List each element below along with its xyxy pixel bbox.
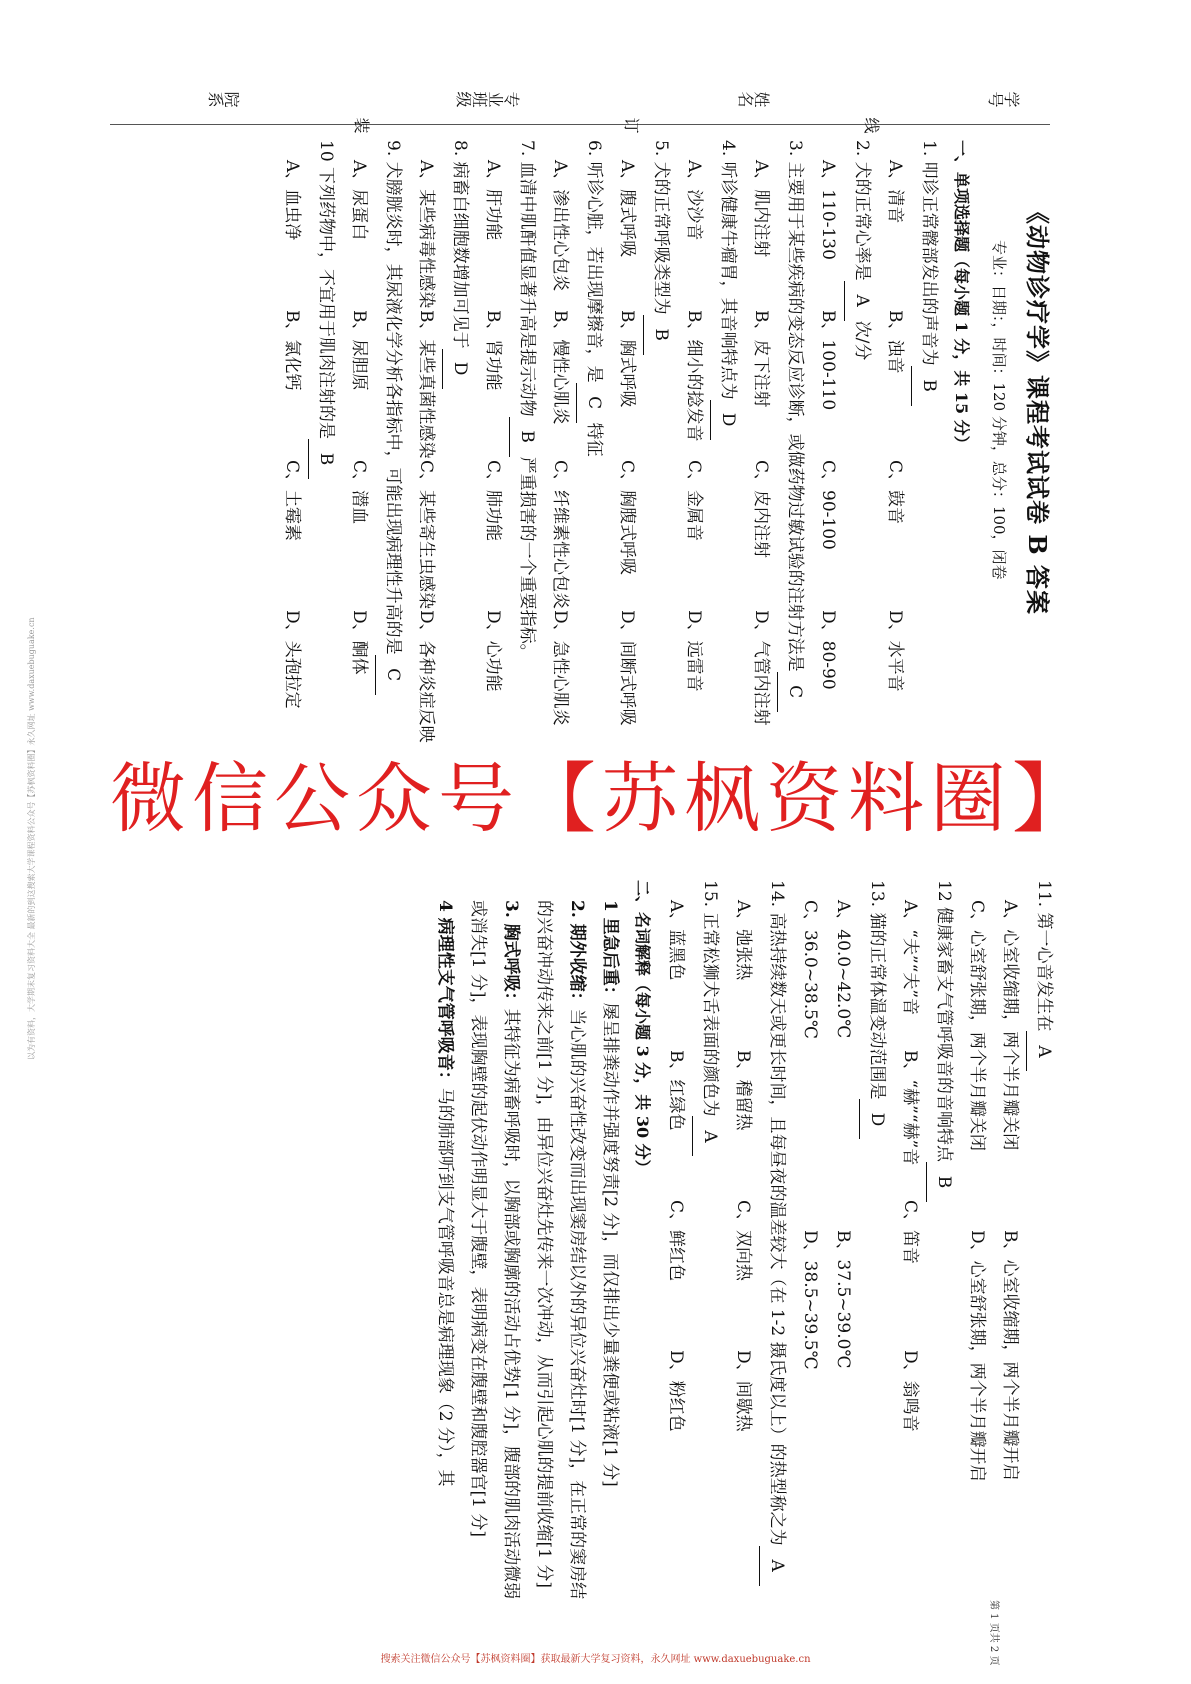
option: C、肺功能 xyxy=(483,460,503,542)
option: A、肌内注射 xyxy=(751,160,771,258)
option: A、蓝黑色 xyxy=(666,900,686,981)
option: C、土霉素 xyxy=(282,460,302,542)
option: D、酮体 xyxy=(349,610,369,675)
option: D、心功能 xyxy=(483,610,503,692)
option: A、“夫”“夫”音 xyxy=(900,900,920,1016)
option-row xyxy=(893,880,926,1600)
option: C、笛音 xyxy=(900,1200,920,1265)
question-text: 13. 猫的正常体温变动范围是 xyxy=(867,880,887,1100)
option: B、37.5~39.0℃ xyxy=(833,1230,853,1369)
option-row xyxy=(960,880,993,1600)
question-text: 9. 犬膀胱炎时，其尿液化学分析各指标中，可能出现病理性升高的是 xyxy=(383,140,403,655)
question-tail: 次/分 xyxy=(852,320,872,361)
option: C、纤维素性心包炎 xyxy=(550,460,570,610)
question-tail: 严重损害的一个重要指标。 xyxy=(517,456,537,661)
exam-meta: 专业：日期：，时间：120 分钟，总分：100，闭卷 xyxy=(990,240,1008,580)
option: C、90-100 xyxy=(818,460,838,550)
option: A、血虫净 xyxy=(282,160,302,241)
option: B、肾功能 xyxy=(483,310,503,391)
option: B、胸式呼吸 xyxy=(617,310,637,408)
option: D、水平音 xyxy=(885,610,905,692)
question-text: 3. 主要用于某些疾病的变态反应诊断，或做药物过敏试验的注射方法是 xyxy=(785,140,805,672)
option: D、气管内注射 xyxy=(751,610,771,726)
option: D、急性心肌炎 xyxy=(550,610,570,726)
answer-blank: A xyxy=(759,1546,793,1586)
option: D、38.5~39.5℃ xyxy=(800,1230,820,1370)
question-text: 15. 正常松狮犬舌表面的颜色为 xyxy=(700,880,720,1117)
option: C、鲜红色 xyxy=(666,1200,686,1282)
term-label: 1 里急后重： xyxy=(600,900,620,1003)
question-text: 14. 高热持续数天或更长时间，且每昼夜的温差较大（在 1-2 摄氏度以上）的热型称之为 xyxy=(767,880,787,1546)
option: D、间断式呼吸 xyxy=(617,610,637,726)
option: C、双向热 xyxy=(733,1200,753,1282)
option: C、潜血 xyxy=(349,460,369,525)
option: A、腹式呼吸 xyxy=(617,160,637,258)
term-list xyxy=(428,880,626,1600)
term-definition: 马的肺部听到支气管呼吸音总是病理现象（2 分），其 xyxy=(435,1087,455,1487)
option: C、鼓音 xyxy=(885,460,905,525)
option: C、金属音 xyxy=(684,460,704,542)
option: D、远雷音 xyxy=(684,610,704,692)
option-row xyxy=(993,880,1026,1600)
option: B、浊音 xyxy=(885,310,905,374)
question-12 xyxy=(926,880,960,1600)
bottom-note: 搜索关注微信公众号【苏枫资料圈】获取最新大学复习资料，永久网址 www.daxuebuguake.cn xyxy=(380,1654,811,1665)
option-row xyxy=(826,880,859,1600)
option: D、间歇热 xyxy=(733,1350,753,1432)
option: B、稽留热 xyxy=(733,1050,753,1131)
answer-blank: D xyxy=(710,400,744,440)
option: D、心室舒张期，两个半月瓣开启 xyxy=(967,1230,987,1482)
term-definition: 屡呈排粪动作并强度努责[2 分]，而仅排出少量粪便或粘液[1 分] xyxy=(600,1002,620,1487)
option: D、80-90 xyxy=(818,610,838,690)
answer-blank: B xyxy=(926,1162,960,1202)
option: B、某些真菌性感染 xyxy=(416,310,436,459)
option: A、40.0~42.0℃ xyxy=(833,900,853,1039)
section1-heading: 一、单项选择题（每小题 1 分，共 15 分） xyxy=(952,140,971,452)
option: C、某些寄生虫感染 xyxy=(416,460,436,610)
option: C、胸腹式呼吸 xyxy=(617,460,637,576)
question-tail: 特征 xyxy=(584,422,604,457)
answer-blank: A xyxy=(1026,1031,1060,1071)
answer-blank: A xyxy=(844,281,878,321)
question-13 xyxy=(859,880,893,1600)
question-text: 6. 听诊心脏，若出现摩擦音，是 xyxy=(584,140,604,383)
answer-blank: C xyxy=(576,383,610,423)
question-text: 7. 血清中肌酐值显著升高是提示动物 xyxy=(517,140,537,417)
question-text: 8. 病畜白细胞数增加可见于 xyxy=(450,140,470,349)
option: B、皮下注射 xyxy=(751,310,771,408)
question-text: 1. 叩诊正常髂部发出的声音为 xyxy=(919,140,939,366)
right-column xyxy=(100,880,1060,1600)
answer-blank: D xyxy=(442,349,476,389)
option: A、清音 xyxy=(885,160,905,224)
term-definition: 其特征为病畜呼吸时，以胸部或胸廓的活动占优势[1 分]，腹部的肌肉活动微弱或消失[1 分]，表现胸壁的起伏动作明显大于腹壁，表明病变在腹壁和腹腔器官[1 分] xyxy=(468,900,521,1600)
term-label: 2. 期外收缩： xyxy=(567,900,587,1009)
option: C、皮内注射 xyxy=(751,460,771,559)
binding-line xyxy=(110,124,1050,125)
page-footer: 第 1 页共 2 页 xyxy=(988,1600,999,1666)
binding-label-yuanxi: 院系 xyxy=(208,89,240,108)
option: C、36.0~38.5℃ xyxy=(800,900,820,1039)
answer-blank: C xyxy=(375,655,409,695)
watermark: 微信公众号【苏枫资料圈】 xyxy=(110,754,1094,843)
question-text: 2. 犬的正常心率是 xyxy=(852,140,872,281)
answer-blank: B xyxy=(509,417,543,457)
option: A、沙沙音 xyxy=(684,160,704,241)
option: A、110-130 xyxy=(818,160,838,260)
binding-mark-ding: 订 xyxy=(624,115,640,134)
term-definition: 当心肌的兴奋性改变而出现窦房结以外的异位兴奋灶时[1 分]，在正常的窦房结的兴奋冲动传来之前[1 分]，由异位兴奋灶先传来一次冲动，从而引起心肌的提前收缩[1 分] xyxy=(534,900,587,1600)
option: B、尿胆原 xyxy=(349,310,369,391)
question-list-right xyxy=(659,880,1060,1600)
side-note-text: 以为有资料，大学期末复习资料大全 最新的到这搜索大学课程资料公众号【苏枫资料圈】永久网址 www.daxuebuguake.cn xyxy=(27,617,36,1060)
option: A、肝功能 xyxy=(483,160,503,241)
question-text: 4. 听诊健康牛瘤胃，其音响特点为 xyxy=(718,140,738,400)
question-11 xyxy=(1026,880,1060,1600)
option: D、各种炎症反映 xyxy=(416,610,436,743)
option-row xyxy=(726,880,759,1600)
term-item-4 xyxy=(428,880,461,1600)
option: B、红绿色 xyxy=(666,1050,686,1131)
term-item-3 xyxy=(461,880,527,1600)
option: C、心室舒张期，两个半月瓣关闭 xyxy=(967,900,987,1152)
option: B、慢性心肌炎 xyxy=(550,310,570,425)
term-item-1 xyxy=(593,880,626,1600)
term-label: 4 病理性支气管呼吸音： xyxy=(435,900,455,1088)
question-14 xyxy=(759,880,793,1600)
binding-label-xuehao: 学号 xyxy=(988,89,1020,108)
option: B、心室收缩期，两个半月瓣开启 xyxy=(1000,1230,1020,1481)
option-row xyxy=(793,880,826,1600)
binding-label-zhuanye: 专业班级 xyxy=(456,89,520,108)
question-15 xyxy=(692,880,726,1600)
option: B、细小的捻发音 xyxy=(684,310,704,442)
option: A、弛张热 xyxy=(733,900,753,981)
option: A、渗出性心包炎 xyxy=(550,160,570,292)
answer-blank: B xyxy=(643,315,677,355)
option: B、“赫”“赫”音 xyxy=(900,1050,920,1166)
option: A、心室收缩期，两个半月瓣关闭 xyxy=(1000,900,1020,1151)
binding-mark-zhuang: 装 xyxy=(354,115,370,134)
answer-blank: C xyxy=(777,672,811,712)
option: A、尿蛋白 xyxy=(349,160,369,241)
option: B、100-110 xyxy=(818,310,838,411)
binding-mark-xian: 线 xyxy=(864,115,880,134)
answer-blank: B xyxy=(911,366,945,406)
binding-label-xingming: 姓名 xyxy=(738,89,770,108)
question-text: 5. 犬的正常呼吸类型为 xyxy=(651,140,671,315)
term-item-2 xyxy=(527,880,593,1600)
answer-blank: D xyxy=(859,1099,893,1139)
question-text: 11. 第一心音发生在 xyxy=(1034,880,1054,1032)
term-label: 3. 胸式呼吸： xyxy=(501,900,521,1009)
question-text: 12 健康家畜支气管呼吸音的音响特点 xyxy=(934,880,954,1163)
option: D、粉红色 xyxy=(666,1350,686,1432)
binding-strip xyxy=(100,80,1060,134)
page-title: 《动物诊疗学》课程考试试卷 B 答案 xyxy=(1023,200,1052,615)
option: B、氯化钙 xyxy=(282,310,302,391)
question-text: 10 下列药物中，不宜用于肌肉注射的是 xyxy=(316,140,336,440)
option: A、某些病毒性感染 xyxy=(416,160,436,309)
answer-blank: A xyxy=(692,1116,726,1156)
option: D、翁鸣音 xyxy=(900,1350,920,1432)
section2-heading: 二、名词解释（每小题 3 分，共 30 分） xyxy=(633,880,652,1176)
answer-blank: B xyxy=(308,439,342,479)
option-row xyxy=(659,880,692,1600)
option: D、头孢拉定 xyxy=(282,610,302,709)
